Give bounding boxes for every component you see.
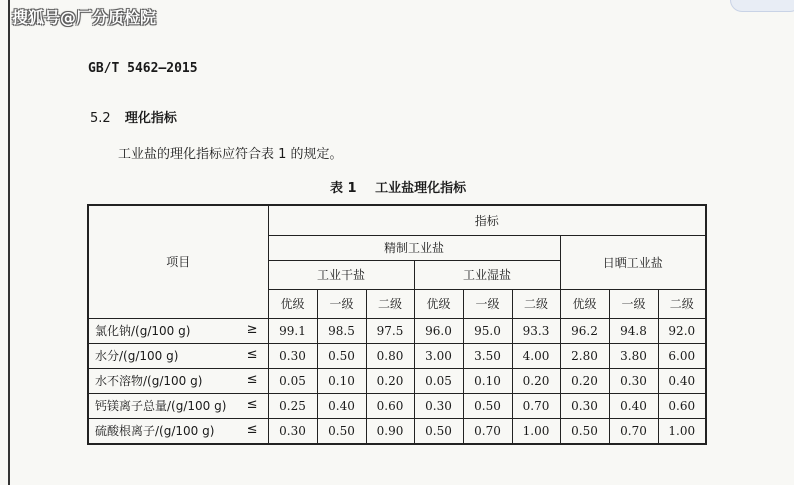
value-cell: 0.10: [317, 368, 366, 393]
value-cell: 0.50: [317, 418, 366, 444]
value-cell: 0.40: [609, 393, 658, 418]
row-comparison-symbol: ≤: [246, 396, 258, 412]
value-cell: 95.0: [463, 318, 512, 343]
section-number: 5.2: [90, 111, 111, 126]
value-cell: 0.50: [414, 418, 463, 444]
dry-salt-header: 工业干盐: [268, 260, 414, 289]
value-cell: 0.40: [658, 368, 706, 393]
value-cell: 0.30: [560, 393, 609, 418]
table-row: [88, 418, 706, 444]
value-cell: 3.80: [609, 343, 658, 368]
grade-header-cell: 二级: [512, 289, 560, 318]
value-cell: 0.90: [366, 418, 414, 444]
value-cell: 0.70: [512, 393, 560, 418]
grade-header-cell: 优级: [268, 289, 317, 318]
page-left-border: [8, 0, 10, 485]
row-label-text: 氯化钠/(g/100 g): [95, 324, 191, 338]
value-cell: 2.80: [560, 343, 609, 368]
row-comparison-symbol: ≥: [246, 321, 258, 337]
value-cell: 92.0: [658, 318, 706, 343]
value-cell: 0.40: [317, 393, 366, 418]
value-cell: 0.30: [414, 393, 463, 418]
value-cell: 0.30: [268, 343, 317, 368]
row-label-cell: [88, 368, 268, 393]
value-cell: 0.50: [560, 418, 609, 444]
row-label-cell: [88, 418, 268, 444]
row-label-cell: [88, 393, 268, 418]
value-cell: 98.5: [317, 318, 366, 343]
row-label-cell: [88, 343, 268, 368]
watermark-text: 搜狐号@厂分质检院: [12, 8, 157, 27]
row-comparison-symbol: ≤: [246, 421, 258, 437]
value-cell: 4.00: [512, 343, 560, 368]
value-cell: 96.2: [560, 318, 609, 343]
section-heading: [90, 107, 177, 126]
value-cell: 0.50: [463, 393, 512, 418]
value-cell: 0.20: [366, 368, 414, 393]
value-cell: 97.5: [366, 318, 414, 343]
sun-salt-header: 日晒工业盐: [560, 235, 706, 289]
table-row: [88, 318, 706, 343]
row-label-text: 水不溶物/(g/100 g): [95, 374, 203, 388]
value-cell: 0.20: [512, 368, 560, 393]
value-cell: 0.60: [366, 393, 414, 418]
value-cell: 1.00: [658, 418, 706, 444]
row-label-text: 硫酸根离子/(g/100 g): [95, 424, 215, 438]
refined-salt-header: 精制工业盐: [268, 235, 560, 260]
spec-table: [87, 204, 707, 445]
table-row: [88, 343, 706, 368]
table-caption: [330, 177, 466, 196]
row-comparison-symbol: ≤: [246, 371, 258, 387]
value-cell: 0.20: [560, 368, 609, 393]
standard-code: GB/T 5462—2015: [88, 61, 198, 76]
row-comparison-symbol: ≤: [246, 346, 258, 362]
value-cell: 93.3: [512, 318, 560, 343]
value-cell: 0.30: [609, 368, 658, 393]
value-cell: 3.00: [414, 343, 463, 368]
item-header-cell: 项目: [88, 205, 268, 318]
grade-header-cell: 优级: [560, 289, 609, 318]
section-title: 理化指标: [124, 111, 177, 126]
grade-header-cell: 一级: [463, 289, 512, 318]
value-cell: 0.80: [366, 343, 414, 368]
table-row: [88, 368, 706, 393]
value-cell: 0.30: [268, 418, 317, 444]
table-caption-title: 工业盐理化指标: [375, 181, 467, 196]
value-cell: 0.70: [463, 418, 512, 444]
row-label-text: 水分/(g/100 g): [95, 349, 179, 363]
grade-header-cell: 优级: [414, 289, 463, 318]
value-cell: 0.05: [268, 368, 317, 393]
wet-salt-header: 工业湿盐: [414, 260, 560, 289]
grade-header-cell: 一级: [317, 289, 366, 318]
value-cell: 1.00: [512, 418, 560, 444]
grade-header-cell: 二级: [658, 289, 706, 318]
table-caption-number: 表 1: [330, 181, 357, 196]
value-cell: 96.0: [414, 318, 463, 343]
value-cell: 0.10: [463, 368, 512, 393]
value-cell: 94.8: [609, 318, 658, 343]
grade-header-cell: 二级: [366, 289, 414, 318]
value-cell: 6.00: [658, 343, 706, 368]
value-cell: 0.70: [609, 418, 658, 444]
value-cell: 99.1: [268, 318, 317, 343]
table-body: [88, 318, 706, 444]
grade-header-cell: 一级: [609, 289, 658, 318]
value-cell: 3.50: [463, 343, 512, 368]
table-row: [88, 393, 706, 418]
value-cell: 0.50: [317, 343, 366, 368]
row-label-cell: [88, 318, 268, 343]
body-paragraph: 工业盐的理化指标应符合表 1 的规定。: [118, 147, 343, 162]
value-cell: 0.60: [658, 393, 706, 418]
indicator-header-cell: 指标: [268, 205, 706, 235]
value-cell: 0.25: [268, 393, 317, 418]
row-label-text: 钙镁离子总量/(g/100 g): [95, 399, 227, 413]
value-cell: 0.05: [414, 368, 463, 393]
corner-overlay: [730, 0, 794, 12]
